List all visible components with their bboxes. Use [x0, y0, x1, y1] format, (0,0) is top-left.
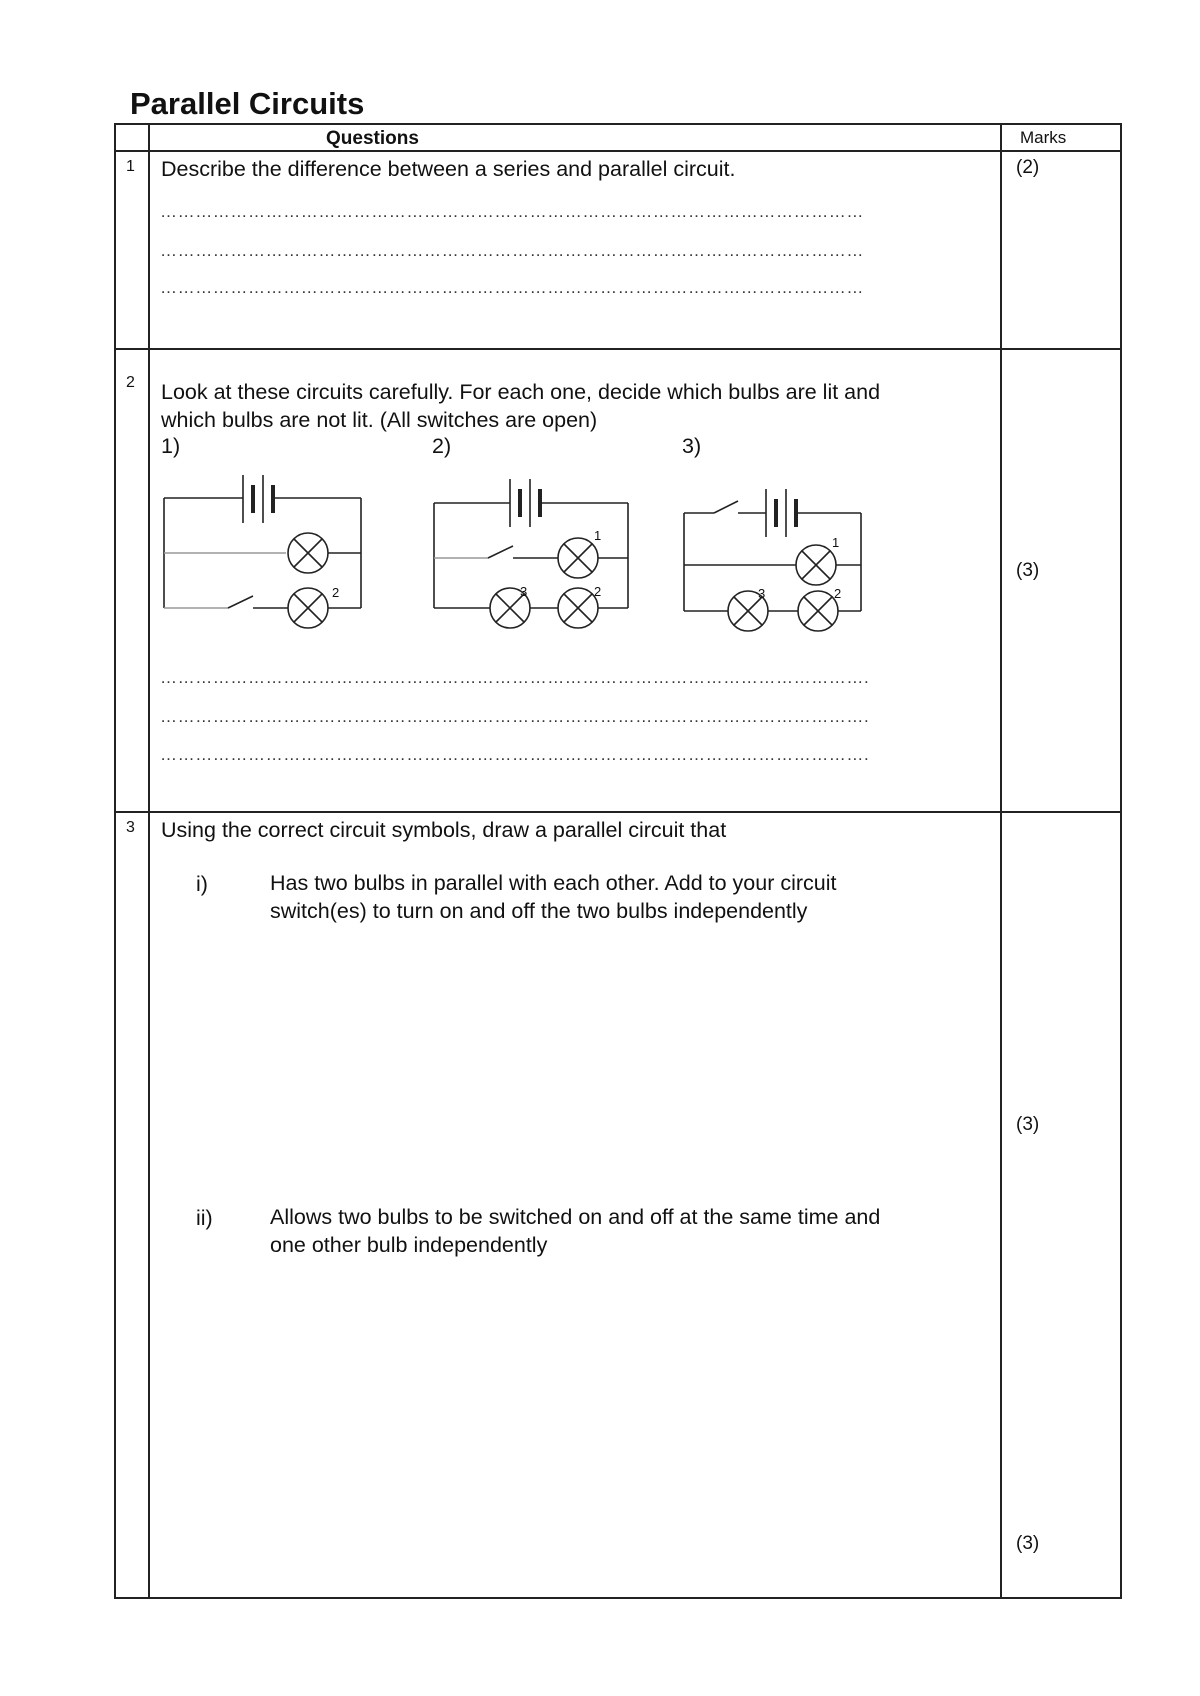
bulb-number-label: 3	[520, 584, 528, 599]
part-ii-text	[270, 1203, 880, 1259]
question-3-text: Using the correct circuit symbols, draw a parallel circuit that	[161, 818, 727, 842]
bulb-number-label: 3	[758, 586, 766, 601]
answer-line: …………………………………………………………………………………………………………	[160, 278, 864, 297]
circuit-1-label: 1)	[161, 434, 181, 458]
part-ii-line-2: one other bulb independently	[270, 1233, 548, 1257]
question-number: 1	[126, 158, 135, 175]
circuit-diagrams	[116, 455, 956, 655]
question-3-row	[114, 811, 1122, 1599]
bulb-number-label: 2	[332, 585, 340, 600]
question-number: 2	[126, 374, 135, 391]
circuit-1-diagram	[164, 475, 361, 628]
part-i-line-2: switch(es) to turn on and off the two bulbs independently	[270, 899, 808, 923]
marks-value: (3)	[1016, 1114, 1040, 1135]
marks-header: Marks	[1020, 128, 1067, 147]
part-ii-label: ii)	[196, 1206, 213, 1230]
question-2-line-2: which bulbs are not lit. (All switches are open)	[161, 408, 598, 432]
bulb-number-label: 2	[594, 584, 602, 599]
part-i-text	[270, 869, 836, 925]
questions-header: Questions	[326, 128, 419, 149]
answer-line: ………………………………………………………………………………………………………….	[160, 745, 870, 764]
bulb-number-label: 2	[834, 586, 842, 601]
answer-line: ………………………………………………………………………………………………………….	[160, 668, 870, 687]
part-ii-line-1: Allows two bulbs to be switched on and off at the same time and	[270, 1205, 881, 1229]
question-2-text	[161, 378, 880, 434]
question-2-row	[114, 348, 1122, 811]
question-1-row	[114, 150, 1122, 348]
part-i-label: i)	[196, 872, 208, 896]
answer-line: ………………………………………………………………………………………………………….	[160, 707, 870, 726]
circuit-2-diagram	[434, 479, 628, 628]
answer-line: …………………………………………………………………………………………………………	[160, 241, 864, 260]
part-i-line-1: Has two bulbs in parallel with each other. Add to your circuit	[270, 871, 837, 895]
question-number: 3	[126, 819, 135, 836]
question-2-line-1: Look at these circuits carefully. For each one, decide which bulbs are lit and	[161, 380, 881, 404]
marks-value: (3)	[1016, 560, 1040, 581]
circuit-3-label: 3)	[682, 434, 702, 458]
bulb-number-label: 1	[594, 528, 602, 543]
circuit-3-diagram	[684, 489, 861, 631]
table-header-row	[114, 123, 1122, 150]
answer-line: …………………………………………………………………………………………………………	[160, 202, 864, 221]
marks-value: (2)	[1016, 157, 1040, 178]
circuit-2-label: 2)	[432, 434, 452, 458]
marks-value: (3)	[1016, 1533, 1040, 1554]
question-1-text: Describe the difference between a series and parallel circuit.	[161, 157, 736, 181]
bulb-number-label: 1	[832, 535, 840, 550]
page-title: Parallel Circuits	[130, 86, 365, 121]
